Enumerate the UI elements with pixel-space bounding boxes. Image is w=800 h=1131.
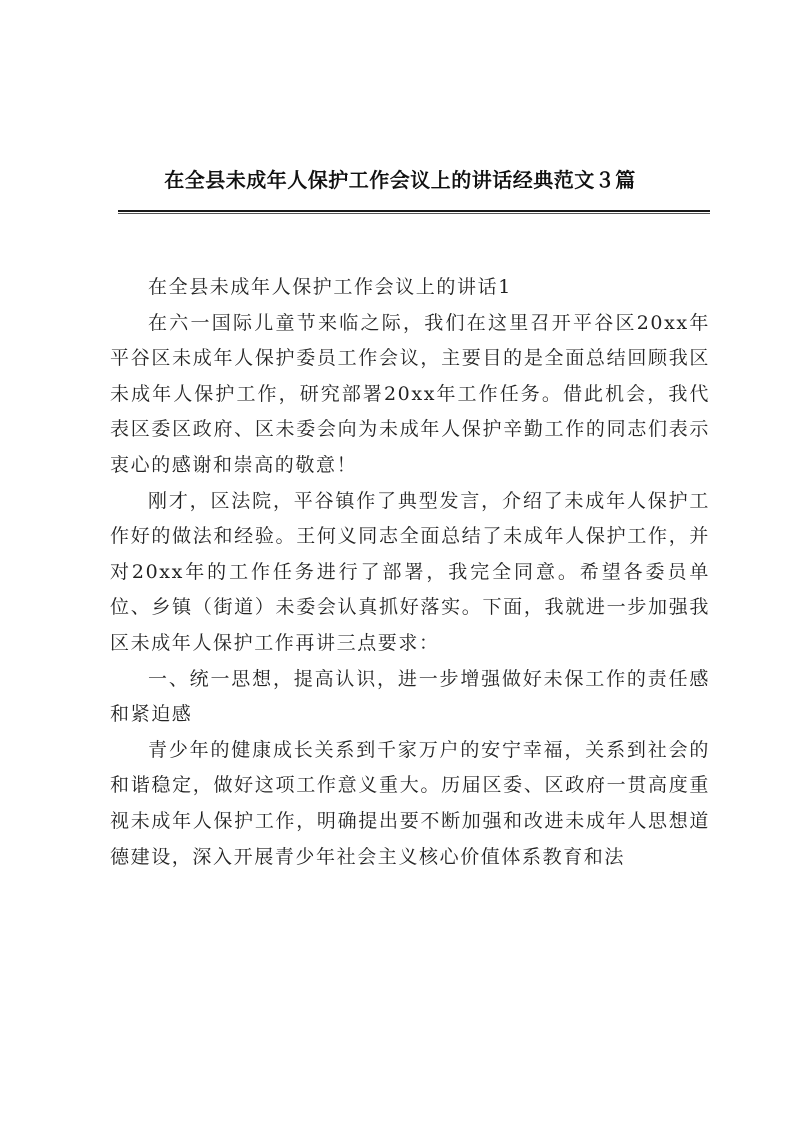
title-divider (118, 210, 710, 214)
body-paragraph: 在六一国际儿童节来临之际，我们在这里召开平谷区20xx年平谷区未成年人保护委员工作会议，主要目的是全面总结回顾我区未成年人保护工作，研究部署20xx年工作任务。借此机会，我代表区委区政府、区未委会向为未成年人保护辛勤工作的同志们表示衷心的感谢和崇高的敬意！ (110, 311, 710, 476)
document-title: 在全县未成年人保护工作会议上的讲话经典范文３篇 (164, 168, 636, 192)
document-body (110, 270, 710, 875)
body-paragraph: 刚才，区法院，平谷镇作了典型发言，介绍了未成年人保护工作好的做法和经验。王何义同志全面总结了未成年人保护工作，并对20xx年的工作任务进行了部署，我完全同意。希望各委员单位、乡镇（街道）未委会认真抓好落实。下面，我就进一步加强我区未成年人保护工作再讲三点要求： (110, 489, 710, 654)
point-heading: 一、统一思想，提高认识，进一步增强做好未保工作的责任感和紧迫感 (110, 667, 710, 726)
body-paragraph: 青少年的健康成长关系到千家万户的安宁幸福，关系到社会的和谐稳定，做好这项工作意义重大。历届区委、区政府一贯高度重视未成年人保护工作，明确提出要不断加强和改进未成年人思想道德建设，深入开展青少年社会主义核心价值体系教育和法 (110, 738, 710, 868)
section-heading: 在全县未成年人保护工作会议上的讲话1 (148, 276, 512, 298)
